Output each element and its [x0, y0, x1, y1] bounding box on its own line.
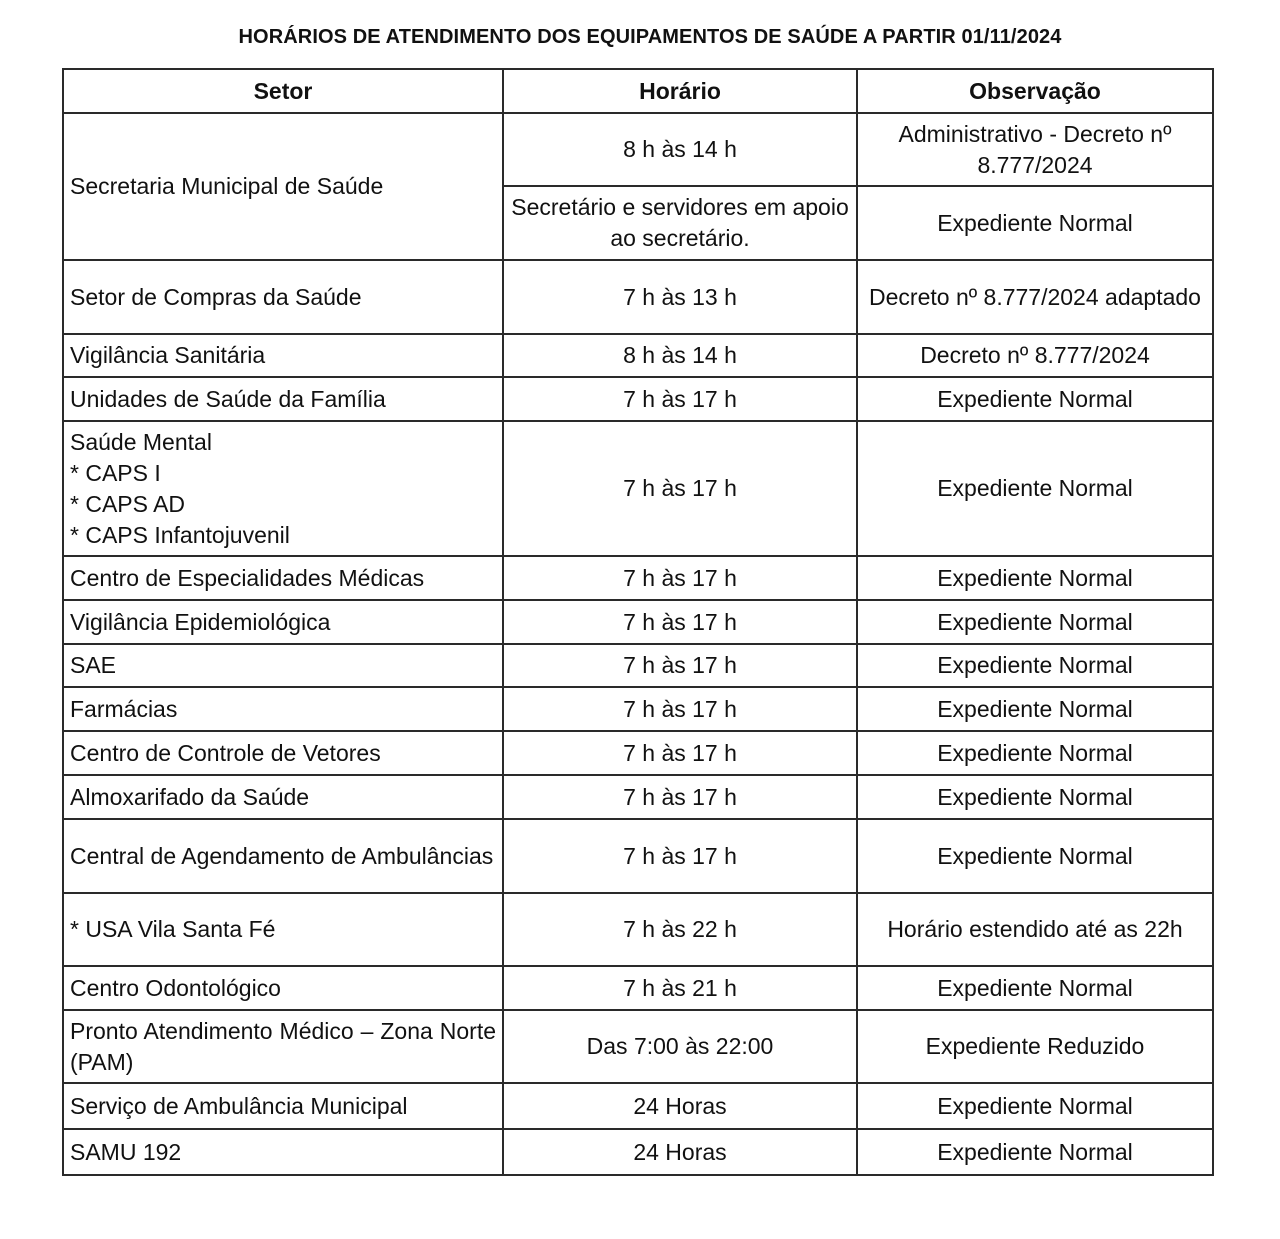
observacao-cell: Expediente Normal — [857, 377, 1213, 421]
document-title: HORÁRIOS DE ATENDIMENTO DOS EQUIPAMENTOS DE SAÚDE A PARTIR 01/11/2024 — [238, 26, 1062, 48]
observacao-cell: Expediente Normal — [857, 687, 1213, 731]
table-row — [63, 731, 1213, 775]
table-row — [63, 966, 1213, 1010]
table-row — [63, 644, 1213, 687]
setor-cell: Vigilância Sanitária — [63, 334, 503, 377]
horario-cell: 7 h às 17 h — [503, 377, 857, 421]
observacao-cell: Administrativo - Decreto nº 8.777/2024 — [857, 113, 1213, 186]
horario-cell: Das 7:00 às 22:00 — [503, 1010, 857, 1083]
horario-cell: 24 Horas — [503, 1083, 857, 1129]
horario-cell: 8 h às 14 h — [503, 334, 857, 377]
header-observacao: Observação — [857, 69, 1213, 113]
observacao-cell: Expediente Normal — [857, 421, 1213, 556]
table-row — [63, 113, 1213, 186]
observacao-cell: Expediente Normal — [857, 556, 1213, 600]
setor-subitem: * CAPS AD — [70, 490, 186, 517]
horario-cell: 7 h às 22 h — [503, 893, 857, 966]
setor-cell: * USA Vila Santa Fé — [63, 893, 503, 966]
observacao-cell: Expediente Normal — [857, 1129, 1213, 1175]
setor-cell: SAMU 192 — [63, 1129, 503, 1175]
horario-cell: 7 h às 17 h — [503, 600, 857, 644]
table-row — [63, 600, 1213, 644]
observacao-cell: Expediente Normal — [857, 1083, 1213, 1129]
horario-cell: 7 h às 17 h — [503, 731, 857, 775]
horario-cell: 7 h às 17 h — [503, 775, 857, 819]
setor-cell: Pronto Atendimento Médico – Zona Norte (PAM) — [63, 1010, 503, 1083]
horario-cell: 7 h às 17 h — [503, 819, 857, 893]
horario-cell: 7 h às 17 h — [503, 556, 857, 600]
table-row — [63, 334, 1213, 377]
header-setor: Setor — [63, 69, 503, 113]
setor-cell: SAE — [63, 644, 503, 687]
setor-cell: Centro de Controle de Vetores — [63, 731, 503, 775]
observacao-cell: Expediente Normal — [857, 775, 1213, 819]
setor-cell: Unidades de Saúde da Família — [63, 377, 503, 421]
table-header-row — [63, 69, 1213, 113]
table-row — [63, 819, 1213, 893]
observacao-cell: Expediente Normal — [857, 644, 1213, 687]
observacao-cell: Decreto nº 8.777/2024 adaptado — [857, 260, 1213, 334]
setor-cell: Vigilância Epidemiológica — [63, 600, 503, 644]
horario-cell: 24 Horas — [503, 1129, 857, 1175]
observacao-cell: Horário estendido até as 22h — [857, 893, 1213, 966]
observacao-cell: Expediente Normal — [857, 186, 1213, 260]
observacao-cell: Decreto nº 8.777/2024 — [857, 334, 1213, 377]
observacao-cell: Expediente Reduzido — [857, 1010, 1213, 1083]
table-row — [63, 1129, 1213, 1175]
setor-cell: Secretaria Municipal de Saúde — [63, 113, 503, 260]
horario-cell: 7 h às 17 h — [503, 421, 857, 556]
table-row — [63, 556, 1213, 600]
table-row — [63, 260, 1213, 334]
horario-cell: 7 h às 13 h — [503, 260, 857, 334]
horario-cell: 7 h às 17 h — [503, 644, 857, 687]
horario-cell: 7 h às 21 h — [503, 966, 857, 1010]
setor-heading: Saúde Mental — [70, 428, 212, 455]
setor-cell: Centro Odontológico — [63, 966, 503, 1010]
header-horario: Horário — [503, 69, 857, 113]
horario-cell: 8 h às 14 h — [503, 113, 857, 186]
setor-subitem: * CAPS I — [70, 459, 161, 486]
setor-cell: Farmácias — [63, 687, 503, 731]
table-row — [63, 1083, 1213, 1129]
horario-cell: 7 h às 17 h — [503, 687, 857, 731]
setor-subitem: * CAPS Infantojuvenil — [70, 521, 290, 548]
setor-cell: Setor de Compras da Saúde — [63, 260, 503, 334]
setor-cell: Almoxarifado da Saúde — [63, 775, 503, 819]
setor-cell: Centro de Especialidades Médicas — [63, 556, 503, 600]
table-row — [63, 1010, 1213, 1083]
table-row — [63, 687, 1213, 731]
table-row — [63, 421, 1213, 556]
observacao-cell: Expediente Normal — [857, 819, 1213, 893]
setor-cell: Serviço de Ambulância Municipal — [63, 1083, 503, 1129]
observacao-cell: Expediente Normal — [857, 966, 1213, 1010]
observacao-cell: Expediente Normal — [857, 600, 1213, 644]
schedule-table — [62, 68, 1214, 1176]
table-row — [63, 775, 1213, 819]
observacao-cell: Expediente Normal — [857, 731, 1213, 775]
table-row — [63, 893, 1213, 966]
setor-cell: Central de Agendamento de Ambulâncias — [63, 819, 503, 893]
table-row — [63, 377, 1213, 421]
setor-cell — [63, 421, 503, 556]
horario-cell: Secretário e servidores em apoio ao secretário. — [503, 186, 857, 260]
